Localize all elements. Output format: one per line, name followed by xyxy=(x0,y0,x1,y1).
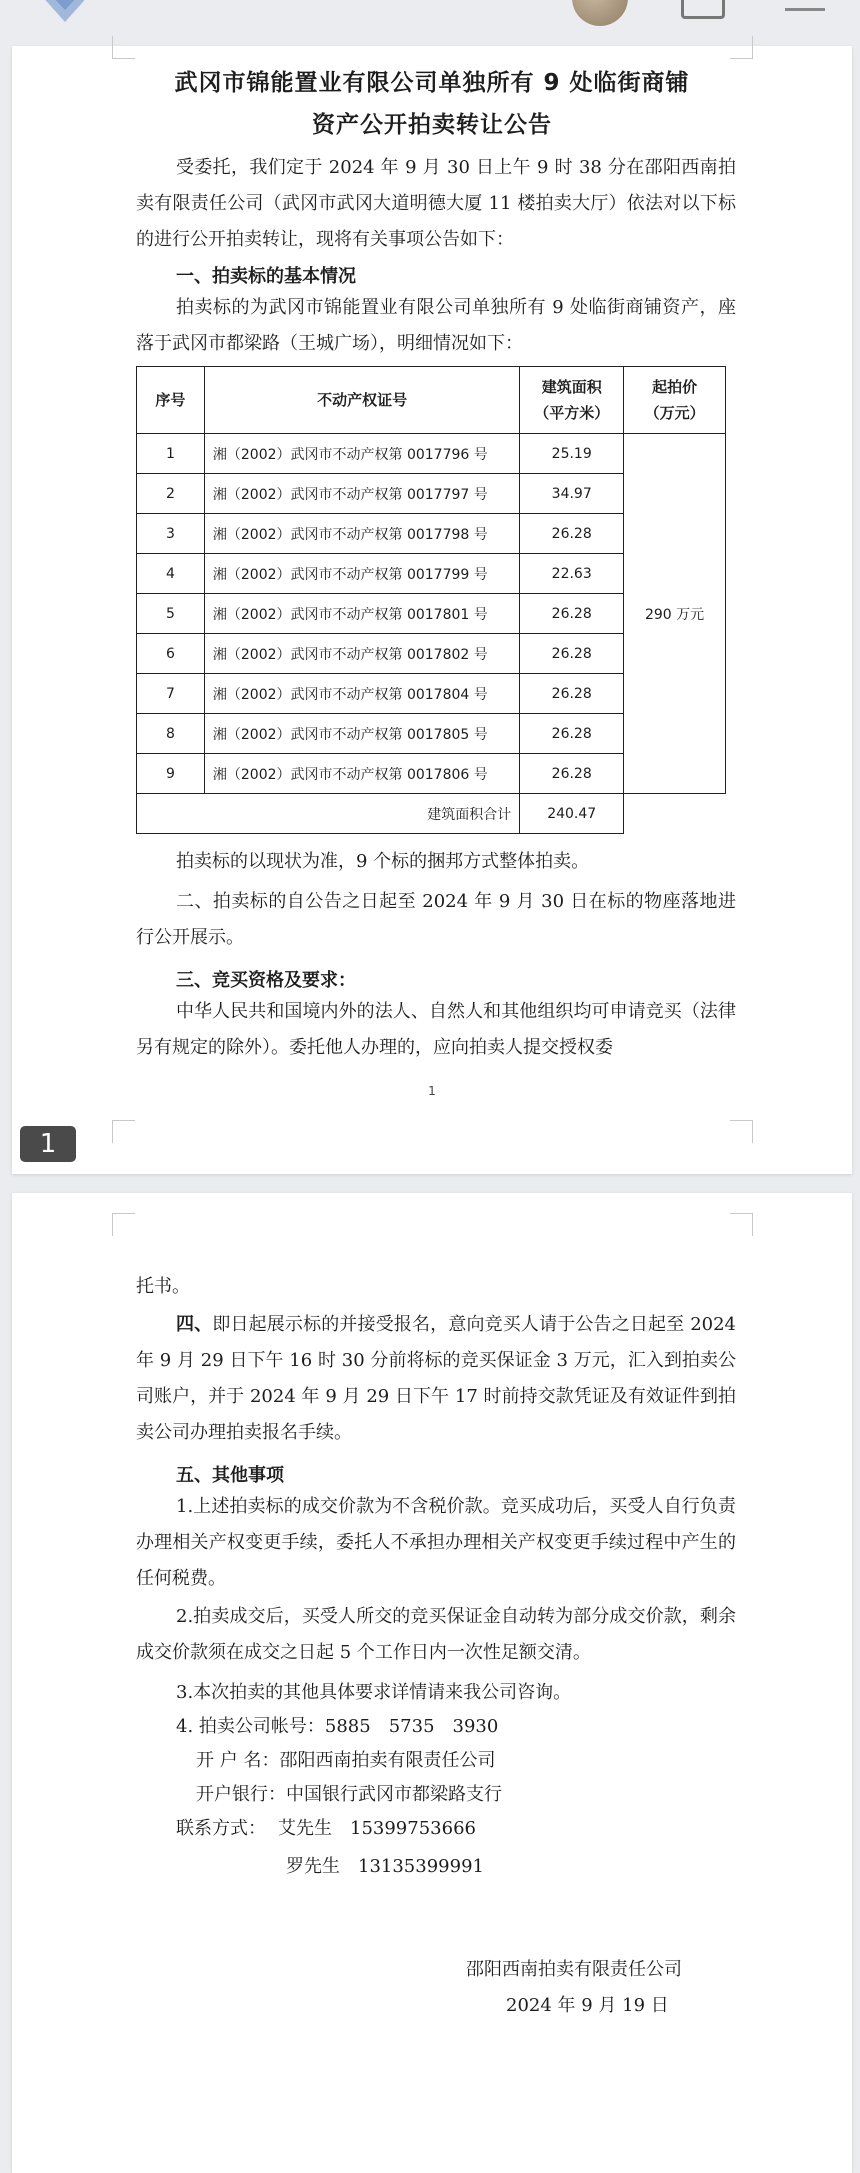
row-cert: 湘（2002）武冈市不动产权第 0017799 号 xyxy=(204,554,519,594)
row-area: 25.19 xyxy=(520,434,624,474)
row-cert: 湘（2002）武冈市不动产权第 0017802 号 xyxy=(204,634,519,674)
total-area-label: 建筑面积合计 xyxy=(137,794,520,834)
page-corner-mark xyxy=(112,1120,135,1143)
section2-paragraph: 二、拍卖标的自公告之日起至 2024 年 9 月 30 日在标的物座落地进行公开展示。 xyxy=(136,891,736,948)
table-total-row xyxy=(137,794,726,834)
section3-heading: 三、竞买资格及要求： xyxy=(176,970,356,991)
page-corner-mark xyxy=(730,36,753,59)
section3-text: 中华人民共和国境内外的法人、自然人和其他组织均可申请竞买（法律另有规定的除外）。委托他人办理的，应向拍卖人提交授权委 xyxy=(136,1001,736,1058)
account-name-line xyxy=(196,1747,495,1775)
section4-lead: 四、 xyxy=(176,1314,213,1335)
bank-label: 开户银行： xyxy=(196,1784,286,1805)
section5-heading: 五、其他事项 xyxy=(176,1465,284,1486)
row-no: 4 xyxy=(137,554,205,594)
row-no: 5 xyxy=(137,594,205,634)
row-area: 26.28 xyxy=(520,514,624,554)
row-cert: 湘（2002）武冈市不动产权第 0017796 号 xyxy=(204,434,519,474)
section4-text: 即日起展示标的并接受报名，意向竞买人请于公告之日起至 2024 年 9 月 29 日下午 16 时 30 分前将标的竞买保证金 3 万元，汇入到拍卖公司账户，并于 2024 年 9 月 29 日下午 17 时前持交款凭证及有效证件到拍卖公司办理拍卖报名手续。 xyxy=(136,1314,737,1443)
section1-text: 拍卖标的为武冈市锦能置业有限公司单独所有 9 处临街商铺资产，座落于武冈市都梁路（王城广场），明细情况如下： xyxy=(136,297,736,354)
row-no: 7 xyxy=(137,674,205,714)
page-number: 1 xyxy=(428,1084,436,1098)
total-area-value: 240.47 xyxy=(520,794,624,834)
header-cert: 不动产权证号 xyxy=(204,367,519,434)
row-no: 3 xyxy=(137,514,205,554)
row-cert: 湘（2002）武冈市不动产权第 0017797 号 xyxy=(204,474,519,514)
section1-heading: 一、拍卖标的基本情况 xyxy=(176,266,356,287)
row-area: 26.28 xyxy=(520,634,624,674)
table-row xyxy=(137,434,726,474)
row-no: 2 xyxy=(137,474,205,514)
account-number: 5885 5735 3930 xyxy=(324,1716,499,1737)
row-no: 6 xyxy=(137,634,205,674)
table-header-row xyxy=(137,367,726,434)
row-cert: 湘（2002）武冈市不动产权第 0017804 号 xyxy=(204,674,519,714)
page-corner-mark xyxy=(730,1120,753,1143)
app-logo-icon[interactable] xyxy=(40,0,90,24)
row-cert: 湘（2002）武冈市不动产权第 0017805 号 xyxy=(204,714,519,754)
signature-company: 邵阳西南拍卖有限责任公司 xyxy=(466,1959,682,1980)
header-area: 建筑面积 （平方米） xyxy=(520,367,624,434)
start-price: 290 万元 xyxy=(624,434,726,794)
contact-label: 联系方式： xyxy=(176,1818,266,1839)
row-cert: 湘（2002）武冈市不动产权第 0017806 号 xyxy=(204,754,519,794)
row-cert: 湘（2002）武冈市不动产权第 0017798 号 xyxy=(204,514,519,554)
contact-line-1 xyxy=(176,1815,476,1843)
bank-name: 中国银行武冈市都梁路支行 xyxy=(286,1784,502,1805)
page-corner-mark xyxy=(112,1213,135,1236)
section4-paragraph xyxy=(136,1307,736,1451)
intro-paragraph: 受委托，我们定于 2024 年 9 月 30 日上午 9 时 38 分在邵阳西南拍卖有限责任公司（武冈市武冈大道明德大厦 11 楼拍卖大厅）依法对以下标的进行公开拍卖转让，现将有关事项公告如下： xyxy=(136,157,736,250)
continued-text: 托书。 xyxy=(136,1276,190,1297)
document-page-2 xyxy=(12,1193,852,2173)
account-name-label: 开 户 名： xyxy=(196,1750,280,1771)
other-item-2: 2.拍卖成交后，买受人所交的竞买保证金自动转为部分成交价款，剩余成交价款须在成交之日起 5 个工作日内一次性足额交清。 xyxy=(136,1606,736,1663)
page-corner-mark xyxy=(112,36,135,59)
contact-2: 罗先生 13135399991 xyxy=(286,1856,484,1877)
after-table-paragraph: 拍卖标的以现状为准，9 个标的捆邦方式整体拍卖。 xyxy=(176,851,590,872)
other-item-3: 3.本次拍卖的其他具体要求详情请来我公司咨询。 xyxy=(176,1682,572,1703)
row-area: 26.28 xyxy=(520,714,624,754)
other-item-1: 1.上述拍卖标的成交价款为不含税价款。竞买成功后，买受人自行负责办理相关产权变更手续，委托人不承担办理相关产权变更手续过程中产生的任何税费。 xyxy=(136,1496,736,1589)
signature-date: 2024 年 9 月 19 日 xyxy=(506,1995,669,2016)
tabs-icon[interactable] xyxy=(681,0,725,19)
page-corner-mark xyxy=(730,1213,753,1236)
page-indicator-badge[interactable]: 1 xyxy=(20,1126,76,1162)
header-price: 起拍价 （万元） xyxy=(624,367,726,434)
row-area: 26.28 xyxy=(520,594,624,634)
row-area: 26.28 xyxy=(520,674,624,714)
row-no: 8 xyxy=(137,714,205,754)
row-area: 26.28 xyxy=(520,754,624,794)
row-area: 34.97 xyxy=(520,474,624,514)
row-no: 9 xyxy=(137,754,205,794)
doc-title-line2: 资产公开拍卖转让公告 xyxy=(312,112,552,138)
account-line xyxy=(176,1713,498,1741)
menu-icon[interactable] xyxy=(785,8,825,11)
doc-title-line1: 武冈市锦能置业有限公司单独所有 9 处临街商铺 xyxy=(174,70,690,96)
row-no: 1 xyxy=(137,434,205,474)
account-name: 邵阳西南拍卖有限责任公司 xyxy=(279,1750,496,1771)
asset-table xyxy=(136,366,726,834)
header-no: 序号 xyxy=(137,367,205,434)
contact-1: 艾先生 15399753666 xyxy=(278,1818,476,1839)
avatar[interactable] xyxy=(572,0,628,26)
bank-line xyxy=(196,1781,502,1809)
row-area: 22.63 xyxy=(520,554,624,594)
document-page-1 xyxy=(12,46,852,1174)
row-cert: 湘（2002）武冈市不动产权第 0017801 号 xyxy=(204,594,519,634)
account-label: 4. 拍卖公司帐号： xyxy=(176,1716,325,1737)
